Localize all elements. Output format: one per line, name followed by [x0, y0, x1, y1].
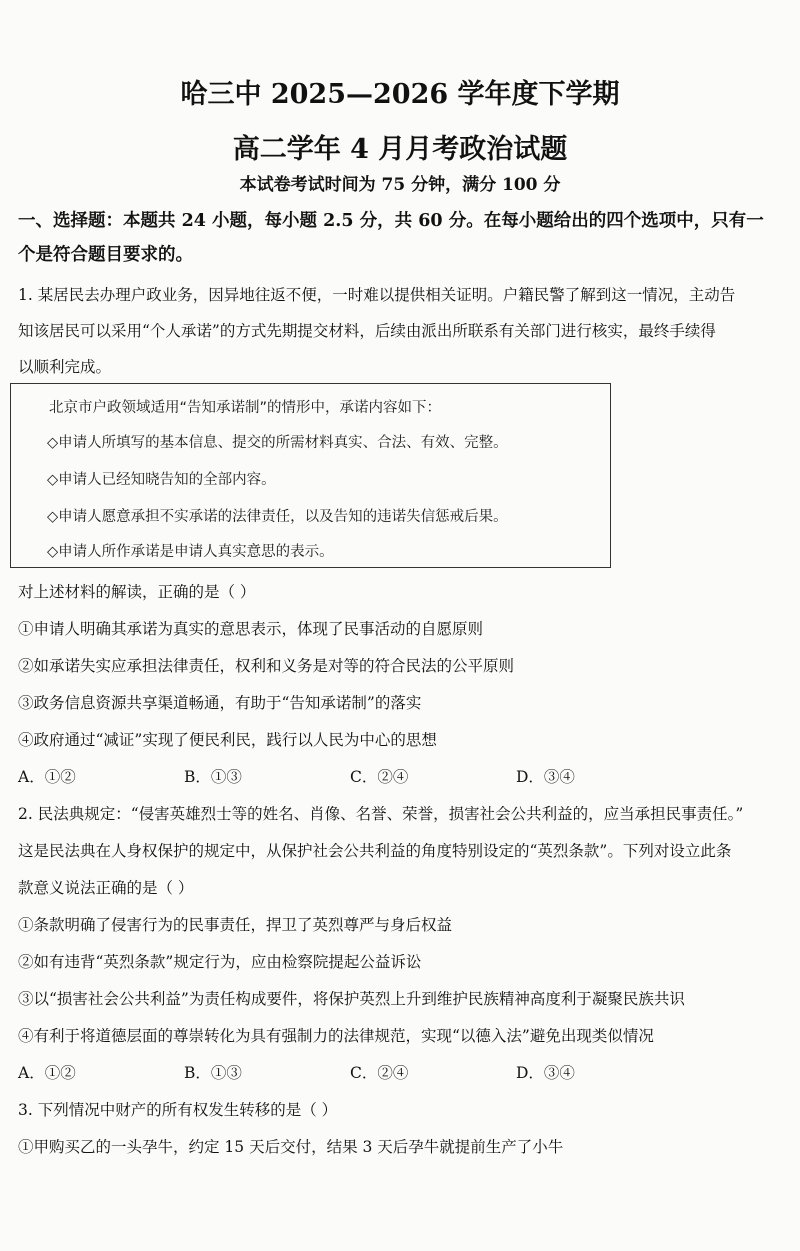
material-item: ◇申请人已经知晓告知的全部内容。 — [47, 472, 276, 488]
material-item: ◇申请人所作承诺是申请人真实意思的表示。 — [47, 544, 334, 560]
q2-statement: ①条款明确了侵害行为的民事责任，捍卫了英烈尊严与身后权益 — [18, 916, 453, 934]
q1-statement: ④政府通过“减证”实现了便民利民，践行以人民为中心的思想 — [18, 731, 437, 749]
section-heading-line1: 一、选择题：本题共 24 小题，每小题 2.5 分，共 60 分。在每小题给出的四个选项中，只有一 — [18, 211, 764, 231]
q1-statement: ①申请人明确其承诺为真实的意思表示，体现了民事活动的自愿原则 — [18, 620, 484, 638]
material-intro: 北京市户政领域适用“告知承诺制”的情形中，承诺内容如下： — [49, 400, 442, 416]
q1-option-b: B．①③ — [184, 768, 242, 786]
section-heading-line2: 个是符合题目要求的。 — [18, 245, 193, 265]
q2-stem-line: 2. 民法典规定：“侵害英雄烈士等的姓名、肖像、名誉、荣誉，损害社会公共利益的，应当承担民事责任。” — [18, 805, 744, 823]
q1-stem-line: 1. 某居民去办理户政业务，因异地往返不便，一时难以提供相关证明。户籍民警了解到这一情况，主动告 — [18, 286, 736, 304]
exam-info: 本试卷考试时间为 75 分钟，满分 100 分 — [239, 175, 561, 195]
q1-statement: ③政务信息资源共享渠道畅通，有助于“告知承诺制”的落实 — [18, 694, 422, 712]
q1-option-c: C．②④ — [350, 768, 409, 786]
q2-stem-line: 款意义说法正确的是（ ） — [18, 879, 194, 897]
q2-option-c: C．②④ — [350, 1064, 409, 1082]
q3-statement: ①甲购买乙的一头孕牛，约定 15 天后交付，结果 3 天后孕牛就提前生产了小牛 — [18, 1138, 564, 1156]
q1-option-a: A．①② — [18, 768, 76, 786]
exam-title-line2: 高二学年 4 月月考政治试题 — [232, 134, 568, 165]
q1-material-box — [10, 383, 611, 568]
material-item: ◇申请人所填写的基本信息、提交的所需材料真实、合法、有效、完整。 — [47, 435, 508, 451]
q2-statement: ④有利于将道德层面的尊崇转化为具有强制力的法律规范，实现“以德入法”避免出现类似情况 — [18, 1027, 654, 1045]
q2-option-d: D．③④ — [516, 1064, 575, 1082]
material-item: ◇申请人愿意承担不实承诺的法律责任，以及告知的违诺失信惩戒后果。 — [47, 509, 508, 525]
q1-stem-line: 知该居民可以采用“个人承诺”的方式先期提交材料，后续由派出所联系有关部门进行核实，最终手续得 — [18, 322, 716, 340]
q1-statement: ②如承诺失实应承担法律责任，权利和义务是对等的符合民法的公平原则 — [18, 657, 515, 675]
q1-question: 对上述材料的解读，正确的是（ ） — [18, 583, 256, 601]
q1-stem-line: 以顺利完成。 — [18, 358, 112, 376]
q1-option-d: D．③④ — [516, 768, 575, 786]
q2-statement: ②如有违背“英烈条款”规定行为，应由检察院提起公益诉讼 — [18, 953, 422, 971]
q2-option-a: A．①② — [18, 1064, 76, 1082]
q2-stem-line: 这是民法典在人身权保护的规定中，从保护社会公共利益的角度特别设定的“英烈条款”。下列对设立此条 — [18, 842, 732, 860]
exam-title-line1: 哈三中 2025—2026 学年度下学期 — [180, 79, 620, 110]
q2-statement: ③以“损害社会公共利益”为责任构成要件，将保护英烈上升到维护民族精神高度利于凝聚民族共识 — [18, 990, 685, 1008]
q2-option-b: B．①③ — [184, 1064, 242, 1082]
q3-stem: 3. 下列情况中财产的所有权发生转移的是（ ） — [18, 1101, 338, 1119]
